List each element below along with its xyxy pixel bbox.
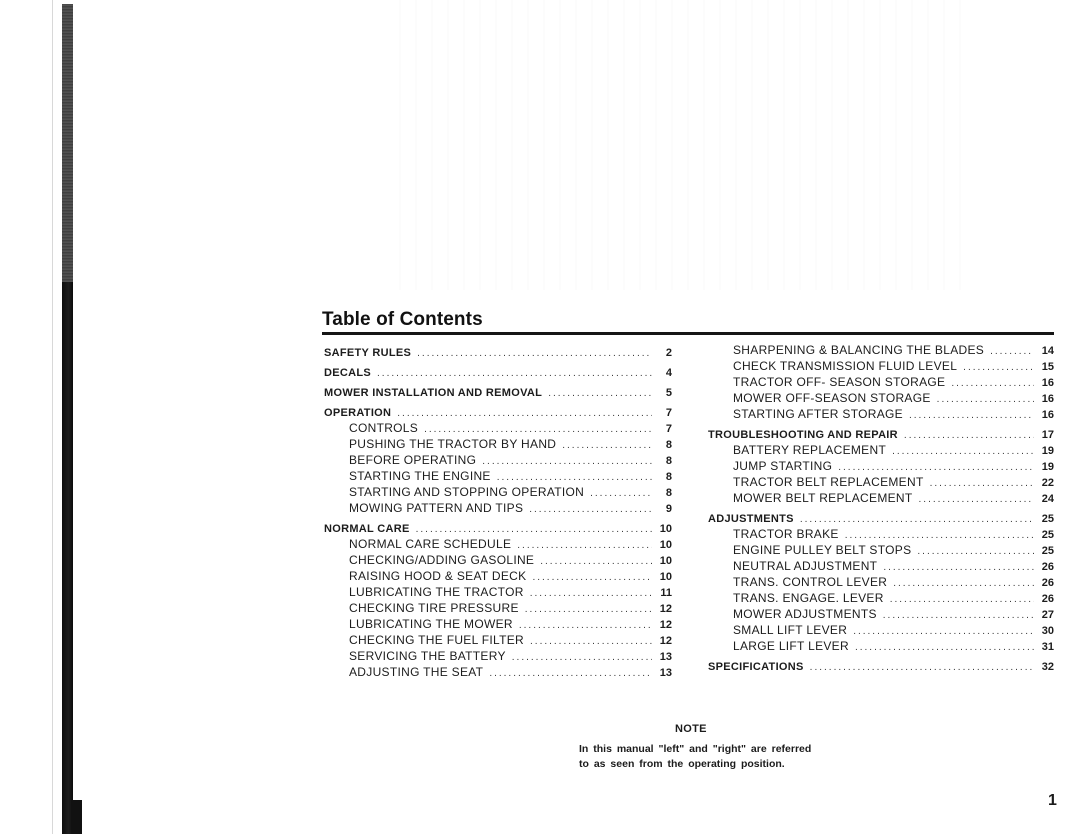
toc-dot-leader — [397, 406, 652, 421]
toc-section-entry — [324, 406, 672, 421]
toc-dot-leader — [530, 634, 652, 649]
toc-entry-title: CHECKING/ADDING GASOLINE — [349, 553, 535, 567]
toc-entry-page: 12 — [659, 635, 672, 647]
toc-subsection-entry — [324, 453, 672, 469]
toc-dot-leader — [963, 360, 1034, 375]
toc-dot-leader — [416, 522, 652, 537]
toc-entry-page: 30 — [1041, 625, 1054, 637]
toc-entry-title: MOWER OFF-SEASON STORAGE — [733, 391, 931, 405]
toc-entry-title: ENGINE PULLEY BELT STOPS — [733, 543, 912, 557]
toc-entry-title: RAISING HOOD & SEAT DECK — [349, 569, 527, 583]
toc-subsection-entry — [708, 543, 1054, 559]
toc-entry-title: TRANS. ENGAGE. LEVER — [733, 591, 884, 605]
toc-entry-page: 5 — [665, 387, 672, 399]
toc-entry-page: 11 — [660, 587, 672, 599]
toc-subsection-entry — [324, 617, 672, 633]
toc-entry-title: LUBRICATING THE TRACTOR — [349, 585, 524, 599]
toc-entry-page: 26 — [1041, 561, 1054, 573]
toc-dot-leader — [529, 502, 652, 517]
toc-entry-title: OPERATION — [324, 407, 392, 419]
toc-entry-page: 2 — [665, 347, 672, 359]
toc-entry-page: 12 — [659, 619, 672, 631]
toc-entry-title: SERVICING THE BATTERY — [349, 649, 506, 663]
toc-entry-title: CHECKING THE FUEL FILTER — [349, 633, 525, 647]
toc-dot-leader — [590, 486, 652, 501]
toc-entry-page: 16 — [1041, 409, 1054, 421]
toc-subsection-entry — [324, 649, 672, 665]
title-rule — [322, 332, 1054, 335]
binding-strip-lower — [62, 282, 73, 834]
toc-entry-page: 4 — [665, 367, 672, 379]
toc-dot-leader — [424, 422, 652, 437]
toc-dot-leader — [930, 476, 1034, 491]
toc-subsection-entry — [708, 359, 1054, 375]
toc-entry-title: SHARPENING & BALANCING THE BLADES — [733, 343, 985, 357]
toc-dot-leader — [892, 444, 1034, 459]
toc-section-entry — [324, 522, 672, 537]
toc-entry-page: 13 — [659, 651, 672, 663]
toc-entry-page: 9 — [665, 503, 672, 515]
toc-entry-title: STARTING AND STOPPING OPERATION — [349, 485, 585, 499]
toc-entry-title: JUMP STARTING — [733, 459, 833, 473]
toc-subsection-entry — [708, 407, 1054, 423]
toc-dot-leader — [917, 544, 1034, 559]
toc-subsection-entry — [324, 469, 672, 485]
toc-entry-title: CONTROLS — [349, 421, 419, 435]
toc-subsection-entry — [324, 601, 672, 617]
toc-dot-leader — [893, 576, 1034, 591]
toc-entry-page: 15 — [1041, 361, 1054, 373]
toc-entry-title: ADJUSTING THE SEAT — [349, 665, 484, 679]
toc-subsection-entry — [708, 591, 1054, 607]
page-edge-line — [52, 0, 53, 834]
toc-entry-title: MOWING PATTERN AND TIPS — [349, 501, 524, 515]
toc-entry-title: MOWER BELT REPLACEMENT — [733, 491, 913, 505]
toc-entry-title: LUBRICATING THE MOWER — [349, 617, 513, 631]
toc-dot-leader — [904, 428, 1034, 443]
toc-subsection-entry — [324, 537, 672, 553]
toc-subsection-entry — [708, 491, 1054, 507]
toc-dot-leader — [540, 554, 652, 569]
toc-entry-page: 7 — [665, 423, 672, 435]
toc-dot-leader — [990, 344, 1034, 359]
toc-entry-page: 27 — [1041, 609, 1054, 621]
toc-subsection-entry — [324, 421, 672, 437]
toc-entry-page: 14 — [1041, 345, 1054, 357]
toc-entry-title: CHECK TRANSMISSION FLUID LEVEL — [733, 359, 958, 373]
toc-dot-leader — [532, 570, 652, 585]
toc-entry-page: 32 — [1041, 661, 1054, 673]
toc-entry-page: 12 — [659, 603, 672, 615]
toc-entry-title: TRANS. CONTROL LEVER — [733, 575, 888, 589]
toc-dot-leader — [883, 608, 1034, 623]
toc-entry-page: 8 — [665, 487, 672, 499]
toc-subsection-entry — [708, 475, 1054, 491]
toc-subsection-entry — [324, 585, 672, 601]
toc-entry-page: 17 — [1041, 429, 1054, 441]
toc-entry-page: 25 — [1041, 529, 1054, 541]
toc-dot-leader — [512, 650, 652, 665]
toc-entry-title: CHECKING TIRE PRESSURE — [349, 601, 519, 615]
toc-subsection-entry — [708, 443, 1054, 459]
toc-entry-title: MOWER INSTALLATION AND REMOVAL — [324, 387, 543, 399]
toc-entry-title: TRACTOR BELT REPLACEMENT — [733, 475, 924, 489]
toc-dot-leader — [417, 346, 652, 361]
toc-entry-title: SAFETY RULES — [324, 347, 412, 359]
toc-entry-title: STARTING AFTER STORAGE — [733, 407, 903, 421]
toc-entry-page: 10 — [659, 523, 672, 535]
toc-dot-leader — [525, 602, 652, 617]
toc-subsection-entry — [324, 569, 672, 585]
toc-entry-title: PUSHING THE TRACTOR BY HAND — [349, 437, 557, 451]
toc-entry-title: NORMAL CARE SCHEDULE — [349, 537, 512, 551]
toc-subsection-entry — [708, 343, 1054, 359]
toc-entry-page: 25 — [1041, 513, 1054, 525]
toc-dot-leader — [548, 386, 652, 401]
binding-strip-upper — [62, 4, 73, 282]
toc-entry-title: SMALL LIFT LEVER — [733, 623, 848, 637]
toc-dot-leader — [890, 592, 1034, 607]
binding-notch — [72, 800, 82, 834]
toc-section-entry — [708, 428, 1054, 443]
toc-entry-page: 22 — [1041, 477, 1054, 489]
toc-entry-title: BATTERY REPLACEMENT — [733, 443, 887, 457]
toc-entry-page: 24 — [1041, 493, 1054, 505]
toc-entry-page: 8 — [665, 471, 672, 483]
toc-entry-page: 13 — [659, 667, 672, 679]
toc-entry-page: 16 — [1041, 377, 1054, 389]
toc-entry-title: TRACTOR BRAKE — [733, 527, 839, 541]
toc-subsection-entry — [708, 375, 1054, 391]
toc-dot-leader — [855, 640, 1034, 655]
toc-dot-leader — [810, 660, 1034, 675]
toc-entry-page: 10 — [659, 571, 672, 583]
toc-entry-title: BEFORE OPERATING — [349, 453, 477, 467]
toc-section-entry — [708, 660, 1054, 675]
toc-section-entry — [324, 346, 672, 361]
toc-dot-leader — [519, 618, 652, 633]
toc-subsection-entry — [708, 639, 1054, 655]
toc-entry-title: SPECIFICATIONS — [708, 661, 804, 673]
toc-subsection-entry — [324, 501, 672, 517]
toc-entry-title: NEUTRAL ADJUSTMENT — [733, 559, 878, 573]
toc-entry-page: 25 — [1041, 545, 1054, 557]
toc-dot-leader — [883, 560, 1034, 575]
toc-subsection-entry — [708, 575, 1054, 591]
toc-subsection-entry — [324, 665, 672, 681]
toc-subsection-entry — [708, 391, 1054, 407]
toc-subsection-entry — [708, 559, 1054, 575]
toc-section-entry — [708, 512, 1054, 527]
toc-subsection-entry — [708, 623, 1054, 639]
toc-section-entry — [324, 366, 672, 381]
toc-entry-page: 26 — [1041, 577, 1054, 589]
note-heading: NOTE — [675, 723, 707, 735]
toc-entry-title: DECALS — [324, 367, 372, 379]
toc-entry-page: 19 — [1041, 445, 1054, 457]
toc-entry-title: TRACTOR OFF- SEASON STORAGE — [733, 375, 946, 389]
toc-dot-leader — [838, 460, 1034, 475]
toc-entry-page: 19 — [1041, 461, 1054, 473]
toc-subsection-entry — [324, 553, 672, 569]
toc-section-entry — [324, 386, 672, 401]
bleed-through-texture — [385, 0, 975, 290]
note-body: In this manual "left" and "right" are referred to as seen from the operating position. — [579, 743, 812, 770]
toc-dot-leader — [562, 438, 652, 453]
toc-subsection-entry — [708, 607, 1054, 623]
toc-subsection-entry — [324, 437, 672, 453]
toc-dot-leader — [909, 408, 1034, 423]
toc-entry-title: ADJUSTMENTS — [708, 513, 794, 525]
toc-entry-title: MOWER ADJUSTMENTS — [733, 607, 877, 621]
toc-entry-page: 16 — [1041, 393, 1054, 405]
toc-entry-page: 7 — [665, 407, 672, 419]
toc-subsection-entry — [708, 527, 1054, 543]
toc-left-column — [324, 346, 672, 681]
toc-subsection-entry — [324, 485, 672, 501]
toc-entry-page: 8 — [665, 455, 672, 467]
toc-subsection-entry — [708, 459, 1054, 475]
toc-dot-leader — [377, 366, 652, 381]
toc-subsection-entry — [324, 633, 672, 649]
toc-entry-title: NORMAL CARE — [324, 523, 410, 535]
toc-entry-page: 10 — [659, 539, 672, 551]
toc-dot-leader — [845, 528, 1034, 543]
toc-entry-page: 31 — [1041, 641, 1054, 653]
toc-entry-page: 10 — [659, 555, 672, 567]
toc-dot-leader — [497, 470, 652, 485]
toc-entry-title: TROUBLESHOOTING AND REPAIR — [708, 429, 898, 441]
toc-entry-title: STARTING THE ENGINE — [349, 469, 491, 483]
toc-dot-leader — [517, 538, 652, 553]
toc-entry-page: 26 — [1041, 593, 1054, 605]
toc-dot-leader — [937, 392, 1034, 407]
page-title: Table of Contents — [322, 309, 483, 330]
toc-dot-leader — [489, 666, 652, 681]
page-number: 1 — [1048, 792, 1057, 809]
toc-dot-leader — [919, 492, 1034, 507]
toc-entry-page: 8 — [665, 439, 672, 451]
toc-entry-title: LARGE LIFT LEVER — [733, 639, 849, 653]
toc-dot-leader — [530, 586, 652, 601]
toc-dot-leader — [800, 512, 1034, 527]
toc-dot-leader — [853, 624, 1034, 639]
toc-dot-leader — [482, 454, 652, 469]
toc-dot-leader — [951, 376, 1034, 391]
toc-right-column — [708, 343, 1054, 675]
